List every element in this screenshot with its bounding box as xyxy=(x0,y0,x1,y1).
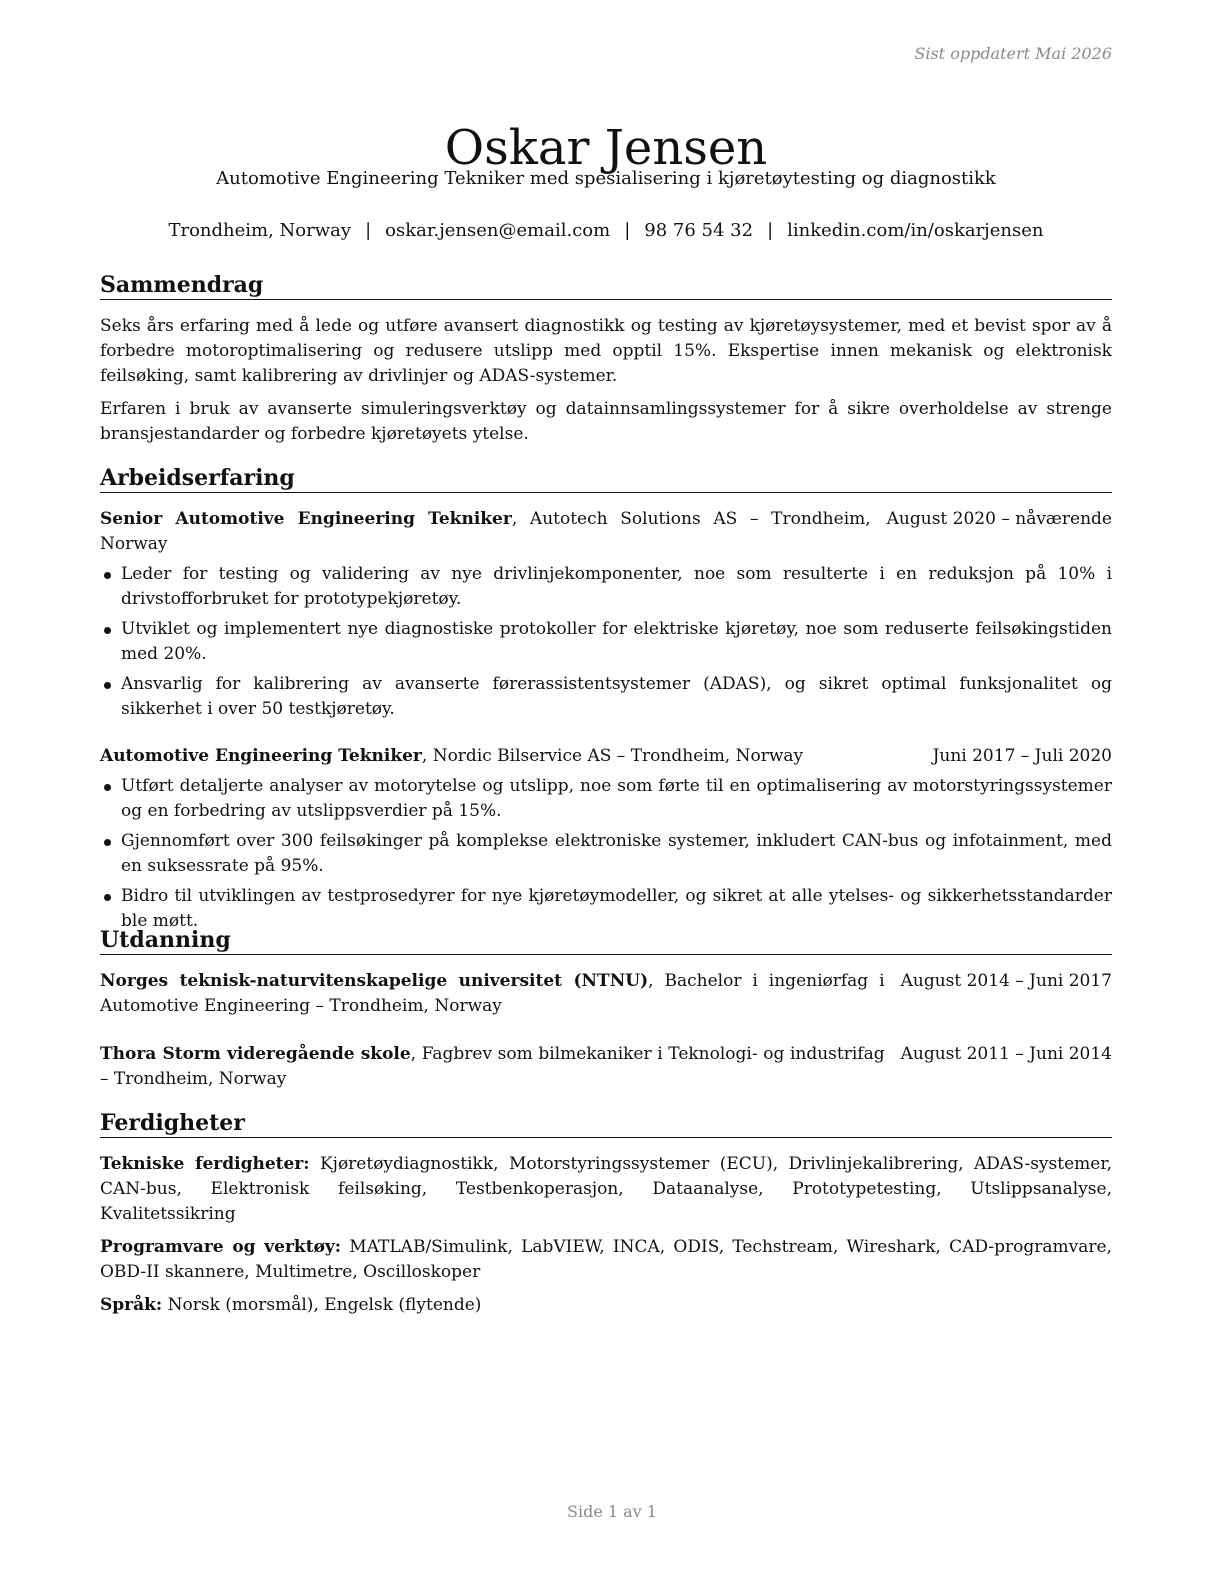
skill-value: Kjøretøydiagnostikk, Motorstyringssystemer (ECU), Drivlinjekalibrering, ADAS-systemer, CAN-bus, Elektronisk feilsøking, Testbenkoperasjon, Dataanalyse, Prototypetesting, Utslippsanalyse, Kvalitetssikring xyxy=(100,1154,1112,1224)
job-entry xyxy=(100,507,1112,722)
job-header xyxy=(100,507,1112,557)
job-details: , Autotech Solutions AS – Trondheim, Norway xyxy=(100,509,871,554)
job-bullet: Ansvarlig for kalibrering av avanserte førerassistentsystemer (ADAS), og sikret optimal funksjonalitet og sikkerhet i over 50 testkjøretøy. xyxy=(100,672,1112,722)
job-dates: Juni 2017 – Juli 2020 xyxy=(932,746,1112,766)
skills-section xyxy=(100,1109,1112,1318)
job-bullet: Utført detaljerte analyser av motorytelse og utslipp, noe som førte til en optimalisering av motorstyringssystemer og en forbedring av utslippsverdier på 15%. xyxy=(100,774,1112,824)
skill-group xyxy=(100,1293,1112,1318)
skill-group xyxy=(100,1152,1112,1227)
last-updated: Sist oppdatert Mai 2026 xyxy=(914,44,1112,63)
job-bullets xyxy=(100,774,1112,934)
education-dates: August 2011 – Juni 2014 xyxy=(900,1044,1112,1064)
job-header xyxy=(100,744,1112,769)
job-details: , Nordic Bilservice AS – Trondheim, Norway xyxy=(421,746,804,766)
contact-linkedin[interactable]: linkedin.com/in/oskarjensen xyxy=(787,220,1044,241)
section-title-education: Utdanning xyxy=(100,926,1112,955)
job-role: Senior Automotive Engineering Tekniker xyxy=(100,509,512,529)
contact-location: Trondheim, Norway xyxy=(168,220,352,241)
skill-label: Språk: xyxy=(100,1295,163,1315)
tagline: Automotive Engineering Tekniker med spesialisering i kjøretøytesting og diagnostikk xyxy=(216,168,996,189)
job-bullets xyxy=(100,562,1112,722)
contact-separator: | xyxy=(767,220,774,241)
experience-section xyxy=(100,464,1112,934)
skill-value: MATLAB/Simulink, LabVIEW, INCA, ODIS, Techstream, Wireshark, CAD-programvare, OBD-II skannere, Multimetre, Oscilloskoper xyxy=(100,1237,1112,1282)
contact-line xyxy=(100,219,1112,243)
job-dates: August 2020 – nåværende xyxy=(886,509,1112,529)
job-bullet: Gjennomført over 300 feilsøkinger på komplekse elektroniske systemer, inkludert CAN-bus og infotainment, med en suksessrate på 95%. xyxy=(100,829,1112,879)
education-entry xyxy=(100,969,1112,1019)
contact-separator: | xyxy=(624,220,631,241)
job-bullet: Bidro til utviklingen av testprosedyrer for nye kjøretøymodeller, og sikret at alle ytelses- og sikkerhetsstandarder ble møtt. xyxy=(100,884,1112,934)
contact-email[interactable]: oskar.jensen@email.com xyxy=(385,220,611,241)
job-entry xyxy=(100,744,1112,934)
section-title-skills: Ferdigheter xyxy=(100,1109,1112,1138)
summary-paragraph: Seks års erfaring med å lede og utføre avansert diagnostikk og testing av kjøretøysystemer, med et bevist spor av å forbedre motoroptimalisering og redusere utslipp med opptil 15%. Ekspertise innen mekanisk og elektronisk feilsøking, samt kalibrering av drivlinjer og ADAS-systemer. xyxy=(100,316,1112,386)
education-details: , Fagbrev som bilmekaniker i Teknologi- og industrifag – Trondheim, Norway xyxy=(100,1044,885,1089)
education-details: , Bachelor i ingeniørfag i Automotive Engineering – Trondheim, Norway xyxy=(100,971,885,1016)
section-title-summary: Sammendrag xyxy=(100,271,1112,300)
contact-phone: 98 76 54 32 xyxy=(644,220,754,241)
skill-label: Programvare og verktøy: xyxy=(100,1237,342,1257)
skill-value: Norsk (morsmål), Engelsk (flytende) xyxy=(167,1295,482,1315)
contact-separator: | xyxy=(365,220,372,241)
summary-section xyxy=(100,271,1112,447)
summary-paragraph: Erfaren i bruk av avanserte simuleringsverktøy og datainnsamlingssystemer for å sikre overholdelse av strenge bransjestandarder og forbedre kjøretøyets ytelse. xyxy=(100,399,1112,444)
education-dates: August 2014 – Juni 2017 xyxy=(900,971,1112,991)
section-title-experience: Arbeidserfaring xyxy=(100,464,1112,493)
skill-label: Tekniske ferdigheter: xyxy=(100,1154,310,1174)
skill-group xyxy=(100,1235,1112,1285)
candidate-name: Oskar Jensen xyxy=(444,120,768,177)
education-entry xyxy=(100,1042,1112,1092)
education-school: Thora Storm videregående skole xyxy=(100,1044,411,1064)
job-bullet: Leder for testing og validering av nye drivlinjekomponenter, noe som resulterte i en reduksjon på 10% i drivstofforbruket for prototypekjøretøy. xyxy=(100,562,1112,612)
job-bullet: Utviklet og implementert nye diagnostiske protokoller for elektriske kjøretøy, noe som reduserte feilsøkingstiden med 20%. xyxy=(100,617,1112,667)
page-number: Side 1 av 1 xyxy=(567,1502,657,1521)
job-role: Automotive Engineering Tekniker xyxy=(100,746,422,766)
education-section xyxy=(100,926,1112,1092)
resume-page xyxy=(100,0,1112,1584)
education-school: Norges teknisk-naturvitenskapelige universitet (NTNU) xyxy=(100,971,649,991)
